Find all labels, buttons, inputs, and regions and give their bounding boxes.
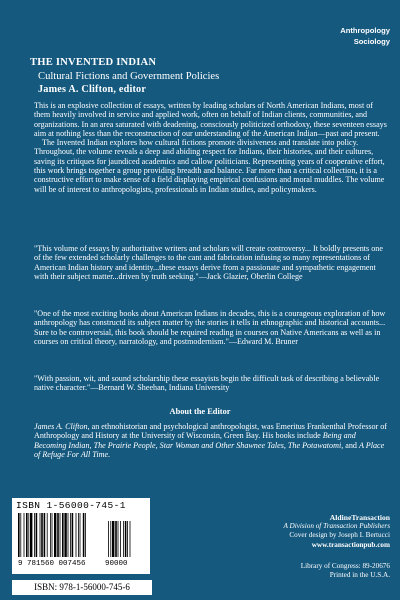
publisher-division: A Division of Transaction Publishers <box>283 522 390 531</box>
book-reference: Being and Becoming Indian <box>34 431 356 450</box>
about-text: , an ethnohistorian and psychological anthropologist, was Emeritus Frankenthal Professor of Anthropology and History at the University of Wisconsin, Green Bay. His books include <box>34 422 388 441</box>
editor-name: James A. Clifton <box>34 422 88 431</box>
barcode-isbn-text: ISBN 1-56000-745-1 <box>16 500 126 511</box>
publisher-website: www.transactionpub.com <box>311 540 390 549</box>
cover-design-credit: Cover design by Joseph I. Bertucci <box>289 531 390 540</box>
barcode <box>12 498 150 574</box>
book-title: THE INVENTED INDIAN <box>30 57 157 68</box>
book-subtitle: Cultural Fictions and Government Policies <box>38 71 220 82</box>
subject-sociology: Sociology <box>353 36 390 46</box>
book-reference: The Prairie People <box>93 440 156 450</box>
publisher-block <box>284 513 391 550</box>
subject-anthropology: Anthropology <box>340 26 390 35</box>
printed-in: Printed in the U.S.A. <box>329 571 390 580</box>
review-quote: "With passion, wit, and sound scholarship these essayists begin the difficult task of describing a believable native character."—Bernard W. Sheehan, Indiana University <box>34 374 380 393</box>
about-editor-text: James A. Clifton, an ethnohistorian and psychological anthropologist, was Emeritus Frankenthal Professor of Anthropology and History at the University of Wisconsin, Green Bay. His books include Being and Becoming Indian, The Prairie People, Star Woman and Other Shawnee Tales, The Potawatomi, and A Place of Refuge For All Time. <box>34 422 388 459</box>
book-description <box>34 101 390 194</box>
barcode-bars-icon <box>16 513 146 559</box>
review-quote: "One of the most exciting books about American Indians in decades, this is a courageous exploration of how anthropology has constructd its subject matter by the stories it tells in ethnographic and historical accounts... Sure to be controversial, this book should be required reading in courses on Native Americans as well as in courses on critical theory, narratology, and postmodernism."—Edward M. Bruner <box>34 309 386 346</box>
description-paragraph: This is an explosive collection of essays, written by leading scholars of North American Indians, most of them heavily involved in service and applied work, often on behalf of Indian clients, communities, and organizations. In an area saturated with deadening, consciously politicized orthodoxy, these seventeen essays aim at nothing less than the reconstruction of our understanding of the American Indian—past and present. <box>34 101 387 138</box>
publisher-name: AldineTransaction <box>329 513 390 522</box>
book-reference: The Potawatomi <box>287 440 342 450</box>
book-reference: A Place of Refuge For All Time <box>34 440 385 459</box>
description-paragraph: The Invented Indian explores how cultural fictions promote divisiveness and translate into policy. Throughout, the volume reveals a deep and abiding respect for Indians, their histories, and their cultures, saving its critiques for jaundiced academics and callow politicians. Representing years of cooperative effort, this work brings together a group providing breadth and balance. Far more than a critical collection, it is a constructive effort to make sense of a field displaying empirical confusions and moral muddles. The volume will be of interest to anthropologists, professionals in Indian studies, and policymakers. <box>34 138 385 194</box>
barcode-price-code: 90000 <box>105 560 128 568</box>
library-of-congress: Library of Congress: 89-20676 <box>300 562 390 570</box>
barcode-digits: 9 781560 007456 <box>18 560 86 568</box>
book-editor: James A. Clifton, editor <box>38 84 147 95</box>
isbn-label: ISBN: 978-1-56000-745-6 <box>12 580 152 595</box>
review-quote: "This volume of essays by authoritative writers and scholars will create controversy... It boldly presents one of the few extended scholarly challenges to the cant and fabrication infusing so many representations of American Indian history and identity...these essays derive from a passionate and sympathetic engagement with their subject matter...driven by truth seeking."—Jack Glazier, Oberlin College <box>34 244 383 281</box>
about-editor-heading: About the Editor <box>169 407 231 416</box>
library-info <box>301 562 390 580</box>
book-reference: Star Woman and Other Shawnee Tales <box>159 440 284 450</box>
subject-categories <box>340 26 390 47</box>
